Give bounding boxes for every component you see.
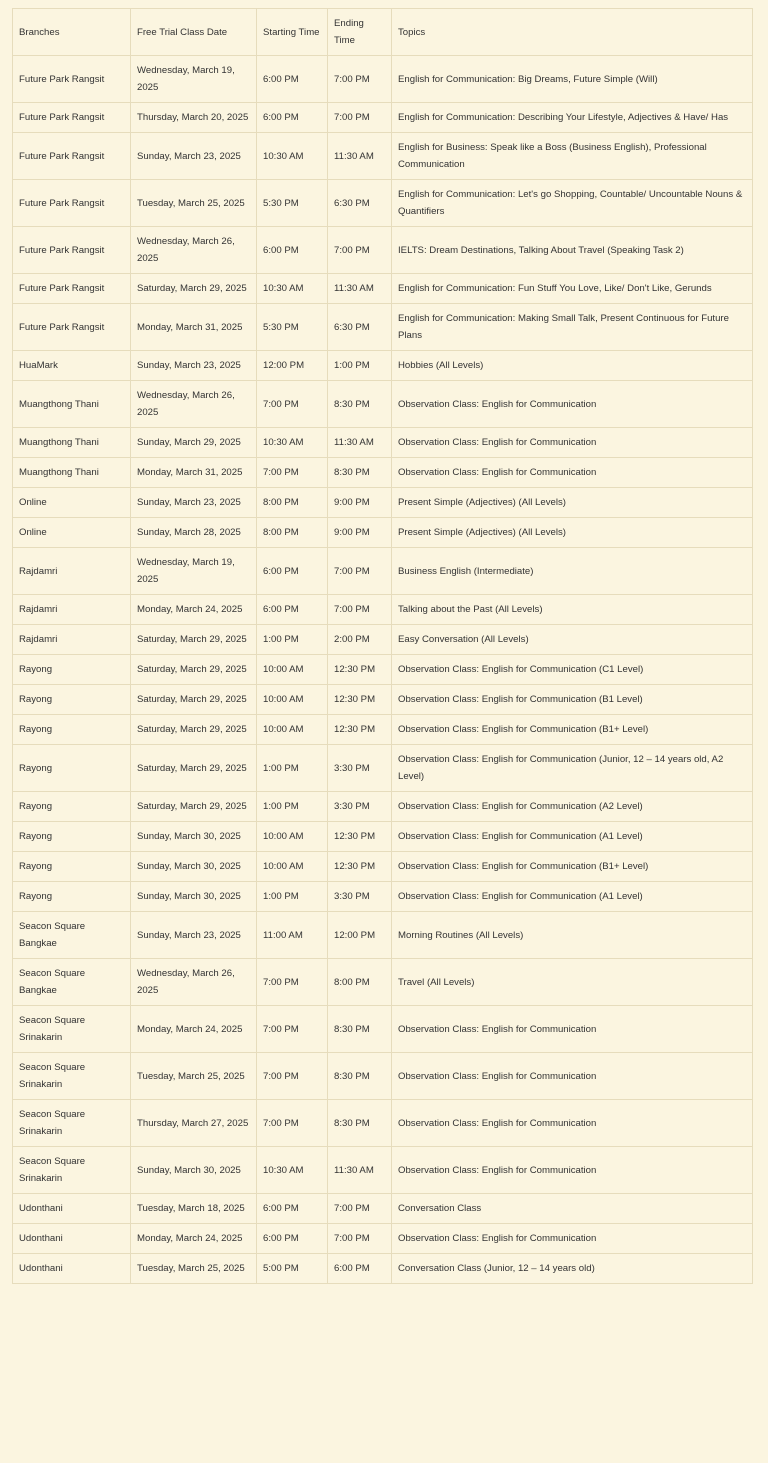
topic-cell: Present Simple (Adjectives) (All Levels)	[392, 488, 753, 518]
end-time-cell: 1:00 PM	[328, 351, 392, 381]
date-cell: Tuesday, March 25, 2025	[131, 1053, 257, 1100]
start-time-cell: 10:00 AM	[257, 715, 328, 745]
end-time-cell: 11:30 AM	[328, 1147, 392, 1194]
table-row	[13, 1100, 753, 1147]
topic-cell: Observation Class: English for Communication (A1 Level)	[392, 822, 753, 852]
table-row	[13, 381, 753, 428]
table-row	[13, 518, 753, 548]
end-time-cell: 7:00 PM	[328, 1224, 392, 1254]
branch-cell: Rayong	[13, 852, 131, 882]
table-row	[13, 595, 753, 625]
date-cell: Sunday, March 23, 2025	[131, 912, 257, 959]
date-cell: Tuesday, March 25, 2025	[131, 180, 257, 227]
topic-cell: Hobbies (All Levels)	[392, 351, 753, 381]
date-cell: Sunday, March 23, 2025	[131, 488, 257, 518]
topic-cell: English for Communication: Making Small Talk, Present Continuous for Future Plans	[392, 304, 753, 351]
topic-cell: Observation Class: English for Communication (B1+ Level)	[392, 715, 753, 745]
branch-cell: Seacon Square Bangkae	[13, 959, 131, 1006]
table-row	[13, 103, 753, 133]
end-time-cell: 11:30 AM	[328, 133, 392, 180]
date-cell: Tuesday, March 18, 2025	[131, 1194, 257, 1224]
topic-cell: Observation Class: English for Communication	[392, 1147, 753, 1194]
start-time-cell: 1:00 PM	[257, 882, 328, 912]
end-time-cell: 3:30 PM	[328, 745, 392, 792]
end-time-cell: 9:00 PM	[328, 488, 392, 518]
branch-cell: Seacon Square Srinakarin	[13, 1147, 131, 1194]
branch-cell: Udonthani	[13, 1224, 131, 1254]
table-row	[13, 56, 753, 103]
branch-cell: Udonthani	[13, 1254, 131, 1284]
branch-cell: Online	[13, 518, 131, 548]
table-row	[13, 655, 753, 685]
topic-cell: Easy Conversation (All Levels)	[392, 625, 753, 655]
topic-cell: Observation Class: English for Communication (A1 Level)	[392, 882, 753, 912]
start-time-cell: 10:30 AM	[257, 133, 328, 180]
end-time-cell: 3:30 PM	[328, 792, 392, 822]
end-time-cell: 7:00 PM	[328, 548, 392, 595]
table-row	[13, 428, 753, 458]
date-cell: Saturday, March 29, 2025	[131, 792, 257, 822]
topic-cell: English for Communication: Let's go Shopping, Countable/ Uncountable Nouns & Quantifiers	[392, 180, 753, 227]
date-cell: Saturday, March 29, 2025	[131, 655, 257, 685]
topic-cell: English for Communication: Fun Stuff You Love, Like/ Don't Like, Gerunds	[392, 274, 753, 304]
table-row	[13, 882, 753, 912]
date-cell: Sunday, March 30, 2025	[131, 1147, 257, 1194]
topic-cell: English for Business: Speak like a Boss (Business English), Professional Communication	[392, 133, 753, 180]
start-time-cell: 1:00 PM	[257, 625, 328, 655]
header-topics: Topics	[392, 9, 753, 56]
table-row	[13, 548, 753, 595]
topic-cell: Observation Class: English for Communication	[392, 458, 753, 488]
date-cell: Sunday, March 23, 2025	[131, 133, 257, 180]
end-time-cell: 12:30 PM	[328, 852, 392, 882]
start-time-cell: 5:30 PM	[257, 304, 328, 351]
end-time-cell: 12:30 PM	[328, 685, 392, 715]
header-branches: Branches	[13, 9, 131, 56]
header-ending-time: Ending Time	[328, 9, 392, 56]
topic-cell: English for Communication: Big Dreams, Future Simple (Will)	[392, 56, 753, 103]
table-row	[13, 625, 753, 655]
end-time-cell: 8:30 PM	[328, 458, 392, 488]
end-time-cell: 7:00 PM	[328, 1194, 392, 1224]
branch-cell: Rajdamri	[13, 625, 131, 655]
table-row	[13, 959, 753, 1006]
table-row	[13, 852, 753, 882]
end-time-cell: 7:00 PM	[328, 56, 392, 103]
branch-cell: Rajdamri	[13, 548, 131, 595]
header-row	[13, 9, 753, 56]
branch-cell: Seacon Square Bangkae	[13, 912, 131, 959]
date-cell: Sunday, March 23, 2025	[131, 351, 257, 381]
date-cell: Wednesday, March 26, 2025	[131, 381, 257, 428]
start-time-cell: 5:00 PM	[257, 1254, 328, 1284]
start-time-cell: 10:00 AM	[257, 822, 328, 852]
table-body	[13, 56, 753, 1284]
start-time-cell: 10:00 AM	[257, 852, 328, 882]
start-time-cell: 7:00 PM	[257, 959, 328, 1006]
branch-cell: Udonthani	[13, 1194, 131, 1224]
topic-cell: IELTS: Dream Destinations, Talking About Travel (Speaking Task 2)	[392, 227, 753, 274]
branch-cell: Seacon Square Srinakarin	[13, 1006, 131, 1053]
end-time-cell: 7:00 PM	[328, 103, 392, 133]
start-time-cell: 7:00 PM	[257, 1006, 328, 1053]
start-time-cell: 10:30 AM	[257, 1147, 328, 1194]
header-date: Free Trial Class Date	[131, 9, 257, 56]
topic-cell: Observation Class: English for Communication (Junior, 12 – 14 years old, A2 Level)	[392, 745, 753, 792]
branch-cell: Rayong	[13, 745, 131, 792]
branch-cell: Rajdamri	[13, 595, 131, 625]
end-time-cell: 11:30 AM	[328, 274, 392, 304]
start-time-cell: 1:00 PM	[257, 745, 328, 792]
end-time-cell: 12:30 PM	[328, 822, 392, 852]
branch-cell: Rayong	[13, 882, 131, 912]
end-time-cell: 8:30 PM	[328, 1053, 392, 1100]
date-cell: Wednesday, March 26, 2025	[131, 227, 257, 274]
end-time-cell: 7:00 PM	[328, 595, 392, 625]
table-row	[13, 227, 753, 274]
start-time-cell: 6:00 PM	[257, 56, 328, 103]
start-time-cell: 10:30 AM	[257, 274, 328, 304]
topic-cell: Business English (Intermediate)	[392, 548, 753, 595]
branch-cell: Seacon Square Srinakarin	[13, 1053, 131, 1100]
table-row	[13, 1006, 753, 1053]
topic-cell: Conversation Class	[392, 1194, 753, 1224]
start-time-cell: 10:00 AM	[257, 655, 328, 685]
date-cell: Monday, March 24, 2025	[131, 1224, 257, 1254]
table-row	[13, 1224, 753, 1254]
date-cell: Monday, March 31, 2025	[131, 304, 257, 351]
end-time-cell: 6:30 PM	[328, 304, 392, 351]
table-row	[13, 745, 753, 792]
topic-cell: Observation Class: English for Communication (B1+ Level)	[392, 852, 753, 882]
topic-cell: Observation Class: English for Communication	[392, 1100, 753, 1147]
table-row	[13, 304, 753, 351]
branch-cell: Future Park Rangsit	[13, 56, 131, 103]
start-time-cell: 12:00 PM	[257, 351, 328, 381]
table-row	[13, 1194, 753, 1224]
schedule-table-wrapper	[12, 8, 752, 1284]
branch-cell: Rayong	[13, 792, 131, 822]
topic-cell: Observation Class: English for Communication	[392, 1053, 753, 1100]
branch-cell: Muangthong Thani	[13, 458, 131, 488]
start-time-cell: 8:00 PM	[257, 488, 328, 518]
branch-cell: Rayong	[13, 822, 131, 852]
start-time-cell: 8:00 PM	[257, 518, 328, 548]
date-cell: Saturday, March 29, 2025	[131, 274, 257, 304]
start-time-cell: 6:00 PM	[257, 548, 328, 595]
end-time-cell: 6:30 PM	[328, 180, 392, 227]
date-cell: Saturday, March 29, 2025	[131, 745, 257, 792]
topic-cell: Observation Class: English for Communication (C1 Level)	[392, 655, 753, 685]
end-time-cell: 8:30 PM	[328, 1100, 392, 1147]
table-row	[13, 274, 753, 304]
start-time-cell: 6:00 PM	[257, 1194, 328, 1224]
table-header	[13, 9, 753, 56]
date-cell: Sunday, March 30, 2025	[131, 822, 257, 852]
end-time-cell: 12:30 PM	[328, 715, 392, 745]
branch-cell: Rayong	[13, 715, 131, 745]
start-time-cell: 7:00 PM	[257, 381, 328, 428]
topic-cell: English for Communication: Describing Your Lifestyle, Adjectives & Have/ Has	[392, 103, 753, 133]
end-time-cell: 3:30 PM	[328, 882, 392, 912]
start-time-cell: 6:00 PM	[257, 595, 328, 625]
topic-cell: Observation Class: English for Communication (A2 Level)	[392, 792, 753, 822]
table-row	[13, 715, 753, 745]
branch-cell: Rayong	[13, 655, 131, 685]
topic-cell: Observation Class: English for Communication	[392, 1006, 753, 1053]
branch-cell: Muangthong Thani	[13, 428, 131, 458]
start-time-cell: 7:00 PM	[257, 1100, 328, 1147]
table-row	[13, 792, 753, 822]
header-starting-time: Starting Time	[257, 9, 328, 56]
table-row	[13, 488, 753, 518]
end-time-cell: 8:30 PM	[328, 381, 392, 428]
table-row	[13, 133, 753, 180]
date-cell: Saturday, March 29, 2025	[131, 685, 257, 715]
end-time-cell: 2:00 PM	[328, 625, 392, 655]
topic-cell: Present Simple (Adjectives) (All Levels)	[392, 518, 753, 548]
branch-cell: Online	[13, 488, 131, 518]
date-cell: Wednesday, March 19, 2025	[131, 56, 257, 103]
branch-cell: Rayong	[13, 685, 131, 715]
topic-cell: Travel (All Levels)	[392, 959, 753, 1006]
start-time-cell: 7:00 PM	[257, 458, 328, 488]
table-row	[13, 180, 753, 227]
topic-cell: Observation Class: English for Communication	[392, 381, 753, 428]
date-cell: Sunday, March 30, 2025	[131, 852, 257, 882]
branch-cell: Future Park Rangsit	[13, 304, 131, 351]
date-cell: Sunday, March 29, 2025	[131, 428, 257, 458]
end-time-cell: 12:00 PM	[328, 912, 392, 959]
start-time-cell: 6:00 PM	[257, 1224, 328, 1254]
date-cell: Monday, March 31, 2025	[131, 458, 257, 488]
date-cell: Saturday, March 29, 2025	[131, 715, 257, 745]
date-cell: Sunday, March 30, 2025	[131, 882, 257, 912]
end-time-cell: 12:30 PM	[328, 655, 392, 685]
topic-cell: Morning Routines (All Levels)	[392, 912, 753, 959]
date-cell: Wednesday, March 26, 2025	[131, 959, 257, 1006]
date-cell: Wednesday, March 19, 2025	[131, 548, 257, 595]
topic-cell: Talking about the Past (All Levels)	[392, 595, 753, 625]
start-time-cell: 1:00 PM	[257, 792, 328, 822]
branch-cell: Future Park Rangsit	[13, 103, 131, 133]
topic-cell: Observation Class: English for Communication	[392, 1224, 753, 1254]
branch-cell: HuaMark	[13, 351, 131, 381]
end-time-cell: 11:30 AM	[328, 428, 392, 458]
branch-cell: Future Park Rangsit	[13, 180, 131, 227]
date-cell: Thursday, March 20, 2025	[131, 103, 257, 133]
end-time-cell: 9:00 PM	[328, 518, 392, 548]
table-row	[13, 685, 753, 715]
branch-cell: Future Park Rangsit	[13, 133, 131, 180]
free-trial-schedule-table	[12, 8, 753, 1284]
date-cell: Monday, March 24, 2025	[131, 1006, 257, 1053]
table-row	[13, 1053, 753, 1100]
start-time-cell: 11:00 AM	[257, 912, 328, 959]
date-cell: Monday, March 24, 2025	[131, 595, 257, 625]
date-cell: Sunday, March 28, 2025	[131, 518, 257, 548]
start-time-cell: 10:30 AM	[257, 428, 328, 458]
branch-cell: Seacon Square Srinakarin	[13, 1100, 131, 1147]
branch-cell: Muangthong Thani	[13, 381, 131, 428]
start-time-cell: 6:00 PM	[257, 227, 328, 274]
date-cell: Thursday, March 27, 2025	[131, 1100, 257, 1147]
end-time-cell: 8:00 PM	[328, 959, 392, 1006]
start-time-cell: 6:00 PM	[257, 103, 328, 133]
end-time-cell: 6:00 PM	[328, 1254, 392, 1284]
start-time-cell: 7:00 PM	[257, 1053, 328, 1100]
start-time-cell: 10:00 AM	[257, 685, 328, 715]
table-row	[13, 351, 753, 381]
table-row	[13, 458, 753, 488]
start-time-cell: 5:30 PM	[257, 180, 328, 227]
topic-cell: Observation Class: English for Communication (B1 Level)	[392, 685, 753, 715]
end-time-cell: 7:00 PM	[328, 227, 392, 274]
table-row	[13, 1147, 753, 1194]
table-row	[13, 1254, 753, 1284]
date-cell: Saturday, March 29, 2025	[131, 625, 257, 655]
end-time-cell: 8:30 PM	[328, 1006, 392, 1053]
table-row	[13, 822, 753, 852]
branch-cell: Future Park Rangsit	[13, 274, 131, 304]
date-cell: Tuesday, March 25, 2025	[131, 1254, 257, 1284]
topic-cell: Conversation Class (Junior, 12 – 14 years old)	[392, 1254, 753, 1284]
topic-cell: Observation Class: English for Communication	[392, 428, 753, 458]
table-row	[13, 912, 753, 959]
branch-cell: Future Park Rangsit	[13, 227, 131, 274]
